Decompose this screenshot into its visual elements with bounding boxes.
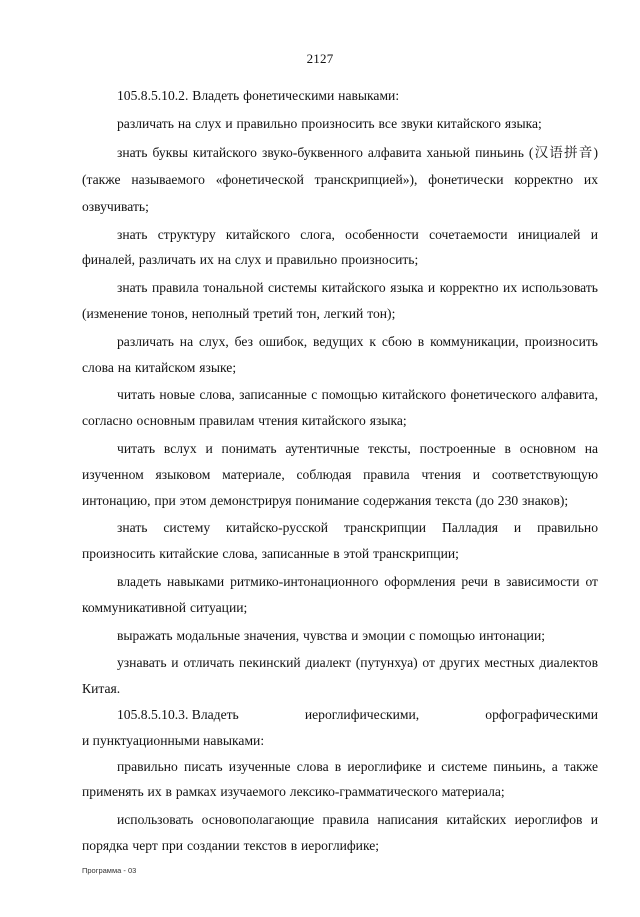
footer-program-label: Программа - 03 [82,866,137,875]
heading-continuation: и пунктуационными навыками: [82,732,265,748]
paragraph: правильно писать изученные слова в иероглифике и системе пиньинь, а также применять их в рамках изучаемого лексико-грамматического материала; [82,758,598,800]
paragraph: владеть навыками ритмико-интонационного оформления речи в зависимости от коммуникативной ситуации; [82,573,598,615]
paragraph-pinyin: знать буквы китайского звуко-буквенного алфавита ханьюй пиньинь (汉语拼音) (также называемого «фонетической транскрипцией»), фонетически корректно их озвучивать; [82,144,598,214]
paragraph: различать на слух и правильно произносить все звуки китайского языка; [117,115,542,131]
paragraph: знать правила тональной системы китайского языка и корректно их использовать (изменение тонов, неполный третий тон, легкий тон); [82,280,598,321]
page-number: 2127 [306,51,334,66]
paragraph: узнавать и отличать пекинский диалект (путунхуа) от других местных диалектов Китая. [82,655,598,697]
paragraph: использовать основополагающие правила написания китайских иероглифов и порядка черт при создании текстов в иероглифике; [82,812,598,853]
heading-part: орфографическими [485,706,598,722]
document-body [82,83,598,859]
section-heading-hieroglyphic [82,702,598,728]
paragraph: читать новые слова, записанные с помощью китайского фонетического алфавита, согласно основным правилам чтения китайского языка; [82,387,598,429]
heading-part: иероглифическими, [304,706,420,722]
paragraph: различать на слух, без ошибок, ведущих к сбою в коммуникации, произносить слова на китайском языке; [82,333,598,375]
section-heading-phonetic: 105.8.5.10.2. Владеть фонетическими навыками: [117,88,400,103]
paragraph: читать вслух и понимать аутентичные тексты, построенные в основном на изученном языковом материале, соблюдая правила чтения и соответствующую интонацию, при этом демонстрируя понимание содержания текста (до 230 знаков); [82,440,598,508]
paragraph: выражать модальные значения, чувства и эмоции с помощью интонации; [117,627,546,643]
paragraph: знать систему китайско-русской транскрипции Палладия и правильно произносить китайские слова, записанные в этой транскрипции; [82,520,598,562]
paragraph: знать структуру китайского слога, особенности сочетаемости инициалей и финалей, различать их на слух и правильно произносить; [82,226,598,268]
heading-part: 105.8.5.10.3. Владеть [117,706,239,722]
